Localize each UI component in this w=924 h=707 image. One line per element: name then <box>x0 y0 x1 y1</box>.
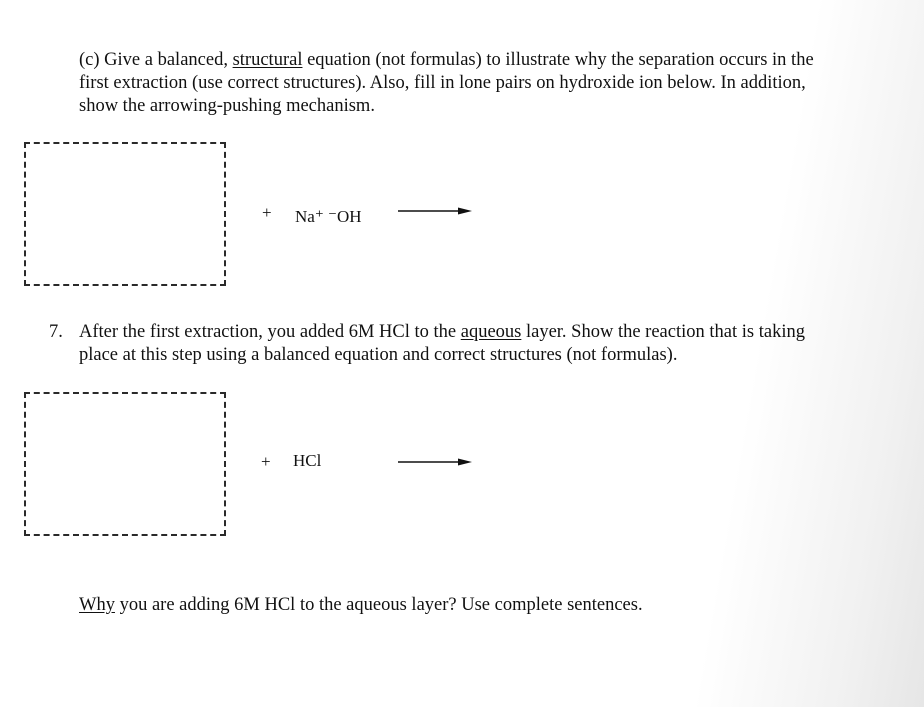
part-c-underlined-structural: structural <box>232 50 303 70</box>
part-c-line-1 <box>79 49 814 72</box>
reagent-sodium-hydroxide: Na⁺ ⁻OH <box>295 207 362 226</box>
question-7-line-2: place at this step using a balanced equation and correct structures (not formulas). <box>79 345 678 365</box>
question-7-underlined-aqueous: aqueous <box>460 322 522 342</box>
part-c-line-3: show the arrowing-pushing mechanism. <box>79 96 375 116</box>
why-question-rest: you are adding 6M HCl to the aqueous layer? Use complete sentences. <box>114 595 643 615</box>
question-7-instructions <box>79 321 805 367</box>
why-question-line <box>79 594 643 617</box>
part-c-line-2: first extraction (use correct structures). Also, fill in lone pairs on hydroxide ion below. In addition, <box>79 73 806 93</box>
plus-sign-1: + <box>262 203 272 222</box>
question-7-number: 7. <box>49 322 63 342</box>
question-7-line-1-post: layer. Show the reaction that is taking <box>521 322 805 342</box>
plus-sign-2: + <box>261 452 271 471</box>
why-question <box>79 594 643 617</box>
reaction-arrow-1-icon <box>398 206 472 216</box>
part-c-instructions <box>79 49 814 118</box>
reaction-arrow-2-icon <box>398 457 472 467</box>
part-c-label: (c) <box>79 50 100 70</box>
answer-box-reactant-1[interactable] <box>24 142 226 286</box>
part-c-line-1-pre: Give a balanced, <box>99 50 233 70</box>
answer-box-reactant-2[interactable] <box>24 392 226 536</box>
part-c-line-1-post: equation (not formulas) to illustrate why the separation occurs in the <box>302 50 814 70</box>
question-7-line-1-pre: After the first extraction, you added 6M HCl to the <box>79 322 461 342</box>
why-underlined: Why <box>79 595 115 615</box>
reagent-hcl: HCl <box>293 451 322 470</box>
question-7-line-1 <box>79 321 805 344</box>
